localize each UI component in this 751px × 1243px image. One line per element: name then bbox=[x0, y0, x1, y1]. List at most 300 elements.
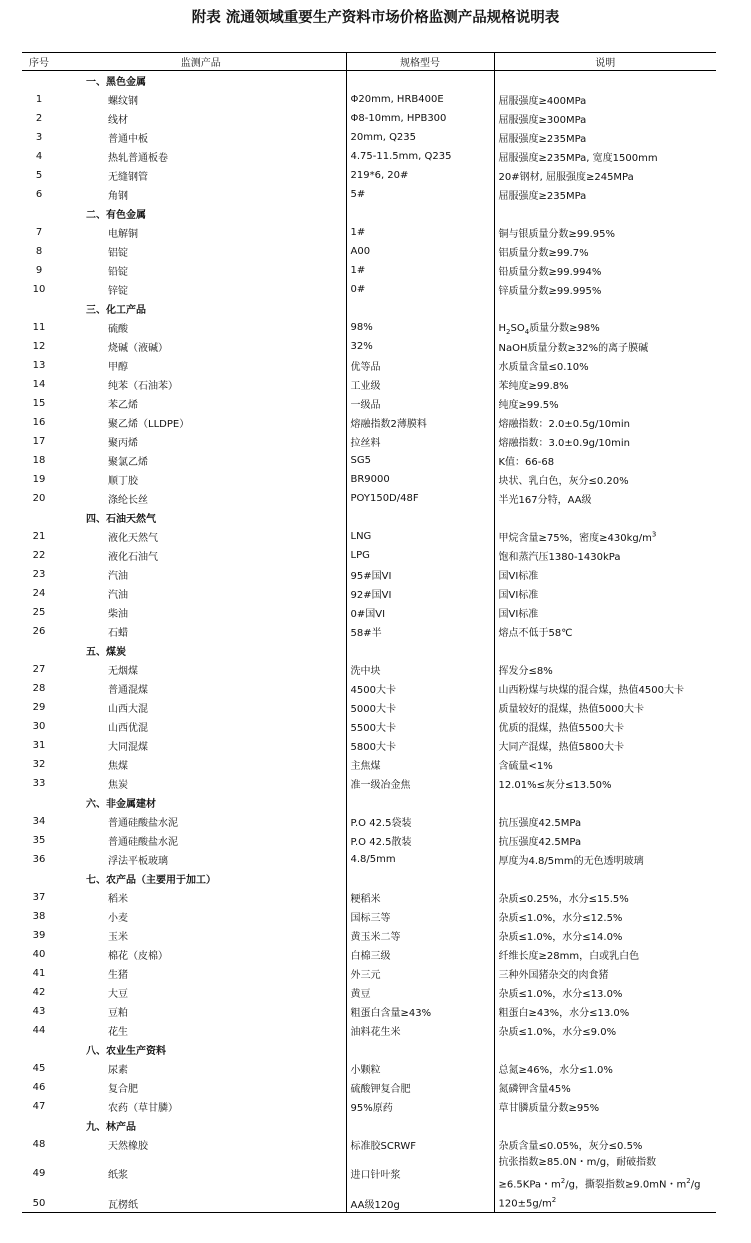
spec-cell: SG5 bbox=[346, 451, 494, 470]
description-cell: 块状、乳白色，灰分≤0.20% bbox=[494, 470, 716, 489]
table-row bbox=[22, 109, 716, 128]
category-desc-cell bbox=[494, 508, 716, 527]
description-cell: NaOH质量分数≥32%的离子膜碱 bbox=[494, 337, 716, 356]
spec-cell: 粳稻米 bbox=[346, 888, 494, 907]
desc-part: /g bbox=[690, 1178, 701, 1190]
description-cell: 杂质≤1.0%，水分≤9.0% bbox=[494, 1021, 716, 1040]
product-cell: 角钢 bbox=[108, 190, 128, 202]
serial-cell: 4 bbox=[35, 150, 43, 162]
category-desc-cell bbox=[494, 869, 716, 888]
category-serial-cell bbox=[22, 71, 56, 90]
serial-cell: 23 bbox=[32, 568, 46, 580]
spec-cell: 洗中块 bbox=[346, 660, 494, 679]
table-row bbox=[22, 660, 716, 679]
serial-cell: 19 bbox=[32, 473, 46, 485]
category-row bbox=[22, 1116, 716, 1135]
product-cell: 线材 bbox=[108, 114, 128, 126]
serial-cell: 44 bbox=[32, 1024, 46, 1036]
description-cell bbox=[494, 1154, 716, 1194]
category-row bbox=[22, 508, 716, 527]
category-label: 二、有色金属 bbox=[86, 209, 146, 221]
product-cell: 锌锭 bbox=[108, 285, 128, 297]
spec-cell: 92#国VI bbox=[346, 584, 494, 603]
spec-cell: 0#国VI bbox=[346, 603, 494, 622]
product-cell: 山西优混 bbox=[108, 722, 148, 734]
serial-cell: 38 bbox=[32, 910, 46, 922]
table-row bbox=[22, 1002, 716, 1021]
serial-cell: 20 bbox=[32, 492, 46, 504]
serial-cell: 29 bbox=[32, 701, 46, 713]
table-row bbox=[22, 831, 716, 850]
desc-part: /g，撕裂指数≥9.0mN・m bbox=[565, 1178, 687, 1190]
serial-cell: 26 bbox=[32, 625, 46, 637]
category-spec-cell bbox=[346, 71, 494, 90]
table-row bbox=[22, 128, 716, 147]
spec-cell: 拉丝料 bbox=[346, 432, 494, 451]
description-cell: 苯纯度≥99.8% bbox=[494, 375, 716, 394]
description-cell: 杂质≤1.0%，水分≤12.5% bbox=[494, 907, 716, 926]
spec-cell: 58#半 bbox=[346, 622, 494, 641]
category-label: 三、化工产品 bbox=[86, 304, 146, 316]
serial-cell: 11 bbox=[32, 321, 46, 333]
desc-line: 抗张指数≥85.0N・m/g，耐破指数 bbox=[498, 1156, 657, 1168]
product-cell: 大同混煤 bbox=[108, 741, 148, 753]
description-cell: 铅质量分数≥99.994% bbox=[494, 261, 716, 280]
spec-cell: 32% bbox=[346, 337, 494, 356]
description-cell: 大同产混煤，热值5800大卡 bbox=[494, 736, 716, 755]
spec-cell: 黄玉米二等 bbox=[346, 926, 494, 945]
serial-cell: 33 bbox=[32, 777, 46, 789]
category-serial-cell bbox=[22, 641, 56, 660]
desc-part: 质量分数≥98% bbox=[529, 322, 600, 334]
description-cell: 杂质≤1.0%，水分≤13.0% bbox=[494, 983, 716, 1002]
spec-cell: 95#国VI bbox=[346, 565, 494, 584]
description-cell: 粗蛋白≥43%，水分≤13.0% bbox=[494, 1002, 716, 1021]
description-cell: 熔点不低于58℃ bbox=[494, 622, 716, 641]
superscript: 3 bbox=[651, 530, 657, 539]
table-row bbox=[22, 1059, 716, 1078]
serial-cell: 37 bbox=[32, 891, 46, 903]
product-cell: 尿素 bbox=[108, 1064, 128, 1076]
product-cell: 苯乙烯 bbox=[108, 399, 138, 411]
serial-cell: 31 bbox=[32, 739, 46, 751]
spec-cell: POY150D/48F bbox=[346, 489, 494, 508]
description-cell: 20#钢材, 屈服强度≥245MPa bbox=[494, 166, 716, 185]
spec-cell: P.O 42.5袋装 bbox=[346, 812, 494, 831]
description-cell: 国VI标准 bbox=[494, 565, 716, 584]
category-label: 七、农产品（主要用于加工） bbox=[86, 874, 216, 886]
spec-cell: 4.8/5mm bbox=[346, 850, 494, 869]
table-row bbox=[22, 451, 716, 470]
category-desc-cell bbox=[494, 71, 716, 90]
description-cell: 含硫量<1% bbox=[494, 755, 716, 774]
category-row bbox=[22, 641, 716, 660]
table-row bbox=[22, 413, 716, 432]
spec-cell: 标准胶SCRWF bbox=[346, 1135, 494, 1154]
product-cell: 液化石油气 bbox=[108, 551, 158, 563]
description-cell: 杂质≤1.0%，水分≤14.0% bbox=[494, 926, 716, 945]
desc-line bbox=[499, 1172, 717, 1194]
product-cell: 无缝钢管 bbox=[108, 171, 148, 183]
spec-cell: 油料花生米 bbox=[346, 1021, 494, 1040]
description-cell: 纤维长度≥28mm，白或乳白色 bbox=[494, 945, 716, 964]
table-row bbox=[22, 527, 716, 546]
category-label: 八、农业生产资料 bbox=[86, 1045, 166, 1057]
category-desc-cell bbox=[494, 1040, 716, 1059]
serial-cell: 40 bbox=[32, 948, 46, 960]
spec-cell: 准一级冶金焦 bbox=[346, 774, 494, 793]
subscript: 4 bbox=[524, 327, 530, 336]
product-cell: 柴油 bbox=[108, 608, 128, 620]
table-row bbox=[22, 432, 716, 451]
table-row bbox=[22, 774, 716, 793]
spec-cell: 外三元 bbox=[346, 964, 494, 983]
serial-cell: 7 bbox=[35, 226, 43, 238]
table-header-row bbox=[22, 53, 716, 71]
serial-cell: 27 bbox=[32, 663, 46, 675]
category-label: 六、非金属建材 bbox=[86, 798, 156, 810]
category-row bbox=[22, 204, 716, 223]
category-spec-cell bbox=[346, 641, 494, 660]
product-cell: 螺纹钢 bbox=[108, 95, 138, 107]
product-cell: 山西大混 bbox=[108, 703, 148, 715]
category-spec-cell bbox=[346, 869, 494, 888]
table-row bbox=[22, 546, 716, 565]
description-cell: 草甘膦质量分数≥95% bbox=[494, 1097, 716, 1116]
description-cell: 屈服强度≥300MPa bbox=[494, 109, 716, 128]
serial-cell: 16 bbox=[32, 416, 46, 428]
product-cell: 普通硅酸盐水泥 bbox=[108, 836, 178, 848]
serial-cell: 32 bbox=[32, 758, 46, 770]
category-serial-cell bbox=[22, 793, 56, 812]
product-cell: 瓦楞纸 bbox=[108, 1199, 138, 1211]
category-spec-cell bbox=[346, 508, 494, 527]
table-row bbox=[22, 337, 716, 356]
category-spec-cell bbox=[346, 1040, 494, 1059]
product-cell: 无烟煤 bbox=[108, 665, 138, 677]
serial-cell: 45 bbox=[32, 1062, 46, 1074]
table-row bbox=[22, 622, 716, 641]
table-row bbox=[22, 147, 716, 166]
product-cell: 汽油 bbox=[108, 570, 128, 582]
description-cell: 锌质量分数≥99.995% bbox=[494, 280, 716, 299]
desc-part: 甲烷含量≥75%，密度≥430kg/m bbox=[498, 532, 652, 544]
category-desc-cell bbox=[494, 299, 716, 318]
category-desc-cell bbox=[494, 793, 716, 812]
spec-cell: 一级品 bbox=[346, 394, 494, 413]
serial-cell: 30 bbox=[32, 720, 46, 732]
description-cell: 铝质量分数≥99.7% bbox=[494, 242, 716, 261]
serial-cell: 39 bbox=[32, 929, 46, 941]
product-cell: 烧碱（液碱） bbox=[108, 342, 168, 354]
serial-cell: 43 bbox=[32, 1005, 46, 1017]
serial-cell: 1 bbox=[35, 93, 43, 105]
table-row bbox=[22, 850, 716, 869]
spec-cell: LNG bbox=[346, 527, 494, 546]
spec-table bbox=[22, 52, 716, 1213]
serial-cell: 10 bbox=[32, 283, 46, 295]
table-row bbox=[22, 679, 716, 698]
product-cell: 纸浆 bbox=[108, 1170, 128, 1182]
page-title: 附表 流通领域重要生产资料市场价格监测产品规格说明表 bbox=[191, 9, 560, 26]
table-row bbox=[22, 983, 716, 1002]
spec-cell: 4500大卡 bbox=[346, 679, 494, 698]
product-cell: 聚丙烯 bbox=[108, 437, 138, 449]
desc-part: SO bbox=[510, 322, 525, 334]
description-cell: 屈服强度≥235MPa, 宽度1500mm bbox=[494, 147, 716, 166]
serial-cell: 48 bbox=[32, 1138, 46, 1150]
spec-cell: 5800大卡 bbox=[346, 736, 494, 755]
product-cell: 聚氯乙烯 bbox=[108, 456, 148, 468]
category-row bbox=[22, 71, 716, 90]
spec-cell: 5000大卡 bbox=[346, 698, 494, 717]
product-cell: 普通硅酸盐水泥 bbox=[108, 817, 178, 829]
serial-cell: 46 bbox=[32, 1081, 46, 1093]
product-cell: 焦炭 bbox=[108, 779, 128, 791]
serial-cell: 34 bbox=[32, 815, 46, 827]
product-cell: 浮法平板玻璃 bbox=[108, 855, 168, 867]
table-row bbox=[22, 888, 716, 907]
table-row bbox=[22, 356, 716, 375]
spec-cell: 5# bbox=[346, 185, 494, 204]
category-spec-cell bbox=[346, 793, 494, 812]
spec-cell: 进口针叶浆 bbox=[346, 1154, 494, 1194]
header-serial: 序号 bbox=[22, 53, 56, 71]
header-spec: 规格型号 bbox=[346, 53, 494, 71]
product-cell: 铝锭 bbox=[108, 247, 128, 259]
spec-cell: 0# bbox=[346, 280, 494, 299]
description-cell: 屈服强度≥235MPa bbox=[494, 185, 716, 204]
table-body bbox=[22, 71, 716, 1213]
serial-cell: 36 bbox=[32, 853, 46, 865]
description-cell bbox=[494, 318, 716, 337]
description-cell: K值：66-68 bbox=[494, 451, 716, 470]
spec-cell: 219*6, 20# bbox=[346, 166, 494, 185]
product-cell: 豆粕 bbox=[108, 1007, 128, 1019]
category-serial-cell bbox=[22, 869, 56, 888]
table-row bbox=[22, 375, 716, 394]
product-cell: 花生 bbox=[108, 1026, 128, 1038]
serial-cell: 17 bbox=[32, 435, 46, 447]
category-serial-cell bbox=[22, 299, 56, 318]
serial-cell: 22 bbox=[32, 549, 46, 561]
superscript: 2 bbox=[560, 1176, 566, 1185]
product-cell: 焦煤 bbox=[108, 760, 128, 772]
desc-part: 120±5g/m bbox=[498, 1198, 552, 1210]
category-label: 九、林产品 bbox=[86, 1121, 136, 1133]
category-desc-cell bbox=[494, 641, 716, 660]
table-row bbox=[22, 1135, 716, 1154]
serial-cell: 6 bbox=[35, 188, 43, 200]
serial-cell: 25 bbox=[32, 606, 46, 618]
spec-cell: 白棉三级 bbox=[346, 945, 494, 964]
table-row bbox=[22, 1097, 716, 1116]
description-cell: 国VI标准 bbox=[494, 603, 716, 622]
product-cell: 硫酸 bbox=[108, 323, 128, 335]
serial-cell: 13 bbox=[32, 359, 46, 371]
category-desc-cell bbox=[494, 1116, 716, 1135]
product-cell: 复合肥 bbox=[108, 1083, 138, 1095]
table-row bbox=[22, 717, 716, 736]
description-cell: 国VI标准 bbox=[494, 584, 716, 603]
table-row bbox=[22, 698, 716, 717]
table-row bbox=[22, 261, 716, 280]
description-cell: 抗压强度42.5MPa bbox=[494, 812, 716, 831]
product-cell: 石蜡 bbox=[108, 627, 128, 639]
spec-cell: 熔融指数2薄膜料 bbox=[346, 413, 494, 432]
product-cell: 玉米 bbox=[108, 931, 128, 943]
category-spec-cell bbox=[346, 299, 494, 318]
table-row bbox=[22, 1154, 716, 1194]
serial-cell: 50 bbox=[32, 1197, 46, 1209]
serial-cell: 21 bbox=[32, 530, 46, 542]
table-row bbox=[22, 394, 716, 413]
description-cell: 屈服强度≥235MPa bbox=[494, 128, 716, 147]
description-cell: 铜与银质量分数≥99.95% bbox=[494, 223, 716, 242]
serial-cell: 2 bbox=[35, 112, 43, 124]
product-cell: 顺丁胶 bbox=[108, 475, 138, 487]
table-row bbox=[22, 166, 716, 185]
serial-cell: 42 bbox=[32, 986, 46, 998]
description-cell: 总氮≥46%，水分≤1.0% bbox=[494, 1059, 716, 1078]
spec-cell: 4.75-11.5mm, Q235 bbox=[346, 147, 494, 166]
table-row bbox=[22, 223, 716, 242]
superscript: 2 bbox=[686, 1176, 691, 1185]
serial-cell: 24 bbox=[32, 587, 46, 599]
spec-cell: 黄豆 bbox=[346, 983, 494, 1002]
category-row bbox=[22, 793, 716, 812]
serial-cell: 49 bbox=[32, 1168, 46, 1180]
description-cell: 饱和蒸汽压1380-1430kPa bbox=[494, 546, 716, 565]
spec-cell: 5500大卡 bbox=[346, 717, 494, 736]
spec-cell: 硫酸钾复合肥 bbox=[346, 1078, 494, 1097]
description-cell: 半光167分特，AA级 bbox=[494, 489, 716, 508]
table-row bbox=[22, 1194, 716, 1213]
spec-cell: Φ20mm, HRB400E bbox=[346, 90, 494, 109]
category-serial-cell bbox=[22, 204, 56, 223]
product-cell: 棉花（皮棉） bbox=[108, 950, 168, 962]
description-cell bbox=[494, 1194, 716, 1213]
category-spec-cell bbox=[346, 204, 494, 223]
description-cell: 纯度≥99.5% bbox=[494, 394, 716, 413]
spec-cell: P.O 42.5散装 bbox=[346, 831, 494, 850]
superscript: 2 bbox=[551, 1196, 557, 1205]
category-serial-cell bbox=[22, 1040, 56, 1059]
spec-cell: 小颗粒 bbox=[346, 1059, 494, 1078]
category-row bbox=[22, 299, 716, 318]
description-cell: 熔融指数：2.0±0.5g/10min bbox=[494, 413, 716, 432]
description-cell: 质量较好的混煤，热值5000大卡 bbox=[494, 698, 716, 717]
description-cell: 三种外国猪杂交的肉食猪 bbox=[494, 964, 716, 983]
category-serial-cell bbox=[22, 1116, 56, 1135]
description-cell bbox=[494, 527, 716, 546]
table-row bbox=[22, 185, 716, 204]
table-row bbox=[22, 926, 716, 945]
spec-cell: 粗蛋白含量≥43% bbox=[346, 1002, 494, 1021]
spec-cell: 工业级 bbox=[346, 375, 494, 394]
table-row bbox=[22, 736, 716, 755]
desc-part: ≥6.5KPa・m bbox=[498, 1178, 561, 1190]
serial-cell: 12 bbox=[32, 340, 46, 352]
header-product: 监测产品 bbox=[56, 53, 346, 71]
table-row bbox=[22, 280, 716, 299]
spec-cell: 95%原药 bbox=[346, 1097, 494, 1116]
serial-cell: 9 bbox=[35, 264, 43, 276]
product-cell: 纯苯（石油苯） bbox=[108, 380, 178, 392]
category-label: 五、煤炭 bbox=[86, 646, 126, 658]
category-row bbox=[22, 1040, 716, 1059]
serial-cell: 5 bbox=[35, 169, 43, 181]
product-cell: 铅锭 bbox=[108, 266, 128, 278]
table-row bbox=[22, 489, 716, 508]
serial-cell: 3 bbox=[35, 131, 43, 143]
product-cell: 小麦 bbox=[108, 912, 128, 924]
product-cell: 大豆 bbox=[108, 988, 128, 1000]
serial-cell: 41 bbox=[32, 967, 46, 979]
description-cell: 12.01%≤灰分≤13.50% bbox=[494, 774, 716, 793]
description-cell: 杂质含量≤0.05%，灰分≤0.5% bbox=[494, 1135, 716, 1154]
table-row bbox=[22, 907, 716, 926]
header-description: 说明 bbox=[494, 53, 716, 71]
description-cell: 屈服强度≥400MPa bbox=[494, 90, 716, 109]
product-cell: 液化天然气 bbox=[108, 532, 158, 544]
description-cell: 熔融指数：3.0±0.9g/10min bbox=[494, 432, 716, 451]
description-cell: 挥发分≤8% bbox=[494, 660, 716, 679]
product-cell: 电解铜 bbox=[108, 228, 138, 240]
description-cell: 山西粉煤与块煤的混合煤，热值4500大卡 bbox=[494, 679, 716, 698]
serial-cell: 18 bbox=[32, 454, 46, 466]
product-cell: 热轧普通板卷 bbox=[108, 152, 168, 164]
spec-cell: LPG bbox=[346, 546, 494, 565]
product-cell: 稻米 bbox=[108, 893, 128, 905]
category-desc-cell bbox=[494, 204, 716, 223]
spec-cell: Φ8-10mm, HPB300 bbox=[346, 109, 494, 128]
table-row bbox=[22, 812, 716, 831]
description-cell: 抗压强度42.5MPa bbox=[494, 831, 716, 850]
spec-cell: 1# bbox=[346, 261, 494, 280]
spec-cell: 1# bbox=[346, 223, 494, 242]
table-row bbox=[22, 318, 716, 337]
table-row bbox=[22, 565, 716, 584]
description-cell: 厚度为4.8/5mm的无色透明玻璃 bbox=[494, 850, 716, 869]
spec-cell: 20mm, Q235 bbox=[346, 128, 494, 147]
serial-cell: 8 bbox=[35, 245, 43, 257]
spec-cell: 主焦煤 bbox=[346, 755, 494, 774]
table-row bbox=[22, 1078, 716, 1097]
serial-cell: 35 bbox=[32, 834, 46, 846]
serial-cell: 47 bbox=[32, 1100, 46, 1112]
description-cell: 优质的混煤，热值5500大卡 bbox=[494, 717, 716, 736]
product-cell: 涤纶长丝 bbox=[108, 494, 148, 506]
product-cell: 普通混煤 bbox=[108, 684, 148, 696]
spec-cell: AA级120g bbox=[346, 1194, 494, 1213]
table-row bbox=[22, 90, 716, 109]
serial-cell: 28 bbox=[32, 682, 46, 694]
spec-cell: 优等品 bbox=[346, 356, 494, 375]
table-row bbox=[22, 945, 716, 964]
product-cell: 生猪 bbox=[108, 969, 128, 981]
category-spec-cell bbox=[346, 1116, 494, 1135]
spec-cell: 国标三等 bbox=[346, 907, 494, 926]
table-row bbox=[22, 470, 716, 489]
spec-cell: 98% bbox=[346, 318, 494, 337]
product-cell: 农药（草甘膦） bbox=[108, 1102, 178, 1114]
description-cell: 杂质≤0.25%，水分≤15.5% bbox=[494, 888, 716, 907]
product-cell: 汽油 bbox=[108, 589, 128, 601]
product-cell: 甲醇 bbox=[108, 361, 128, 373]
category-serial-cell bbox=[22, 508, 56, 527]
serial-cell: 15 bbox=[32, 397, 46, 409]
